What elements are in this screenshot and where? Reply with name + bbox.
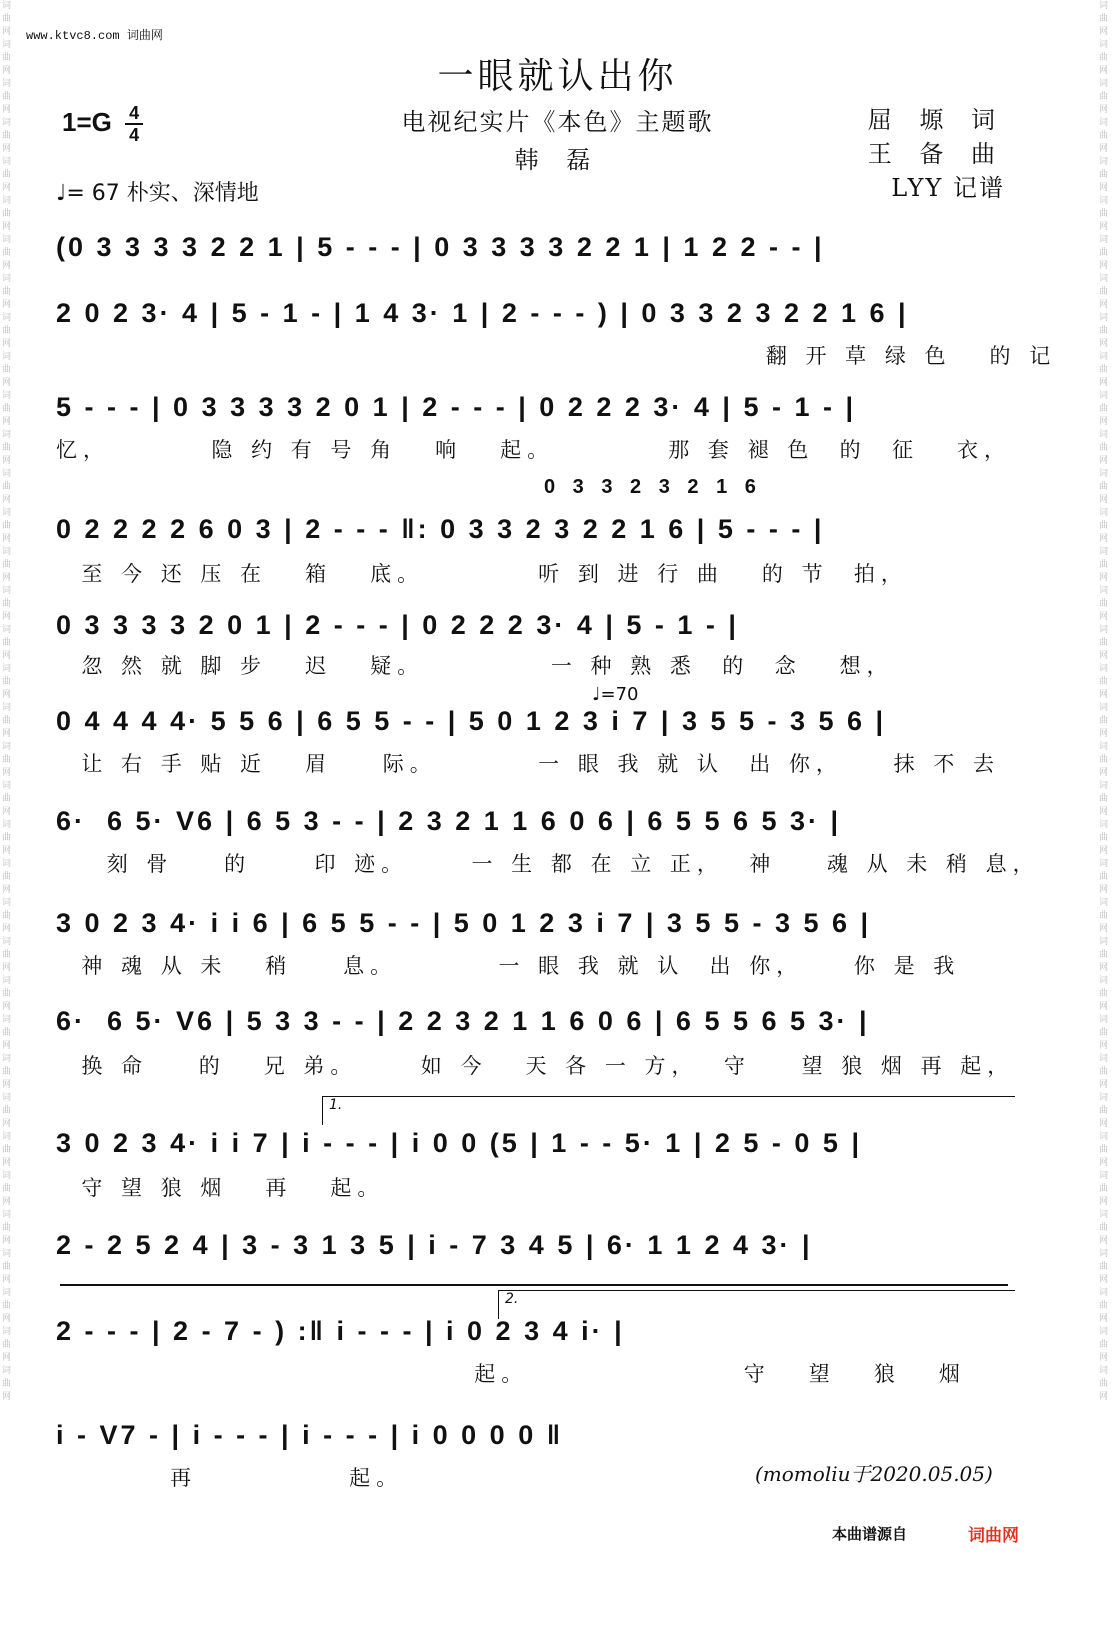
score-line-4: 0 2 2 2 2 6 0 3 | 2 - - - ‖: 0 3 3 2 3 2 2 1 6 | 5 - - - |	[56, 514, 825, 544]
score-line-11: 2 - 2 5 2 4 | 3 - 3 1 3 5 | i - 7 3 4 5 | 6· 1 1 2 4 3· |	[56, 1230, 813, 1260]
lyric-line-4: 至 今 还 压 在 箱 底。 听 到 进 行 曲 的 节 拍，	[56, 562, 908, 586]
lyric-line-7: 刻 骨 的 印 迹。 一 生 都 在 立 正， 神 魂 从 未 稍 息，	[56, 852, 1040, 876]
source-label: 本曲谱源自	[832, 1525, 908, 1543]
lyric-line-13: 再 起。	[56, 1466, 404, 1490]
tempo-change: ♩=70	[592, 684, 639, 705]
time-top: 4	[129, 103, 140, 123]
volta-1: 1.	[322, 1096, 1015, 1125]
tempo-marking: ♩= 67 朴实、深情地	[56, 181, 259, 206]
subtitle: 电视纪实片《本色》主题歌	[401, 108, 714, 136]
transcriber-credit: LYY 记谱	[891, 174, 1005, 202]
lyric-line-3: 忆， 隐 约 有 号 角 响 起。 那 套 褪 色 的 征 衣，	[56, 438, 1011, 462]
site-url: www.ktvc8.com 词曲网	[26, 29, 163, 43]
alternate-notes: 0 3 3 2 3 2 1 6	[544, 476, 762, 498]
source-site-link[interactable]: 词曲网	[968, 1526, 1019, 1546]
transcriber-signature: (momoliu于2020.05.05)	[755, 1462, 993, 1486]
score-line-9: 6· 6 5· V6 | 5 3 3 - - | 2 2 3 2 1 1 6 0 6 | 6 5 5 6 5 3· |	[56, 1006, 870, 1036]
score-line-3: 5 - - - | 0 3 3 3 3 2 0 1 | 2 - - - | 0 2 2 2 3· 4 | 5 - 1 - |	[56, 392, 857, 422]
lyric-line-2: 翻 开 草 绿 色 的 记	[56, 344, 1057, 368]
right-watermark: 词曲网词曲网词曲网词曲网词曲网词曲网词曲网词曲网词曲网词曲网词曲网词曲网词曲网词曲网词曲网词曲网词曲网词曲网词曲网词曲网词曲网词曲网词曲网词曲网词曲网词曲网词曲网词曲网词曲网词曲网词曲网词曲网词曲网词曲网词曲网词曲网	[1099, 1, 1109, 1402]
lyric-line-9: 换 命 的 兄 弟。 如 今 天 各 一 方， 守 望 狼 烟 再 起，	[56, 1054, 1015, 1078]
lyric-line-10: 守 望 狼 烟 再 起。	[56, 1176, 385, 1200]
key-label: 1=G	[62, 106, 112, 137]
system-divider	[60, 1284, 1008, 1286]
score-line-8: 3 0 2 3 4· i i 6 | 6 5 5 - - | 5 0 1 2 3 i 7 | 3 5 5 - 3 5 6 |	[56, 908, 872, 938]
volta-2: 2.	[498, 1290, 1015, 1319]
score-line-7: 6· 6 5· V6 | 6 5 3 - - | 2 3 2 1 1 6 0 6 | 6 5 5 6 5 3· |	[56, 806, 842, 836]
score-line-13: i - V7 - | i - - - | i - - - | i 0 0 0 0 ‖	[56, 1420, 564, 1450]
lyric-line-5: 忽 然 就 脚 步 迟 疑。 一 种 熟 悉 的 念 想，	[56, 654, 894, 678]
score-line-5: 0 3 3 3 3 2 0 1 | 2 - - - | 0 2 2 2 3· 4 | 5 - 1 - |	[56, 610, 739, 640]
score-line-12: 2 - - - | 2 - 7 - ) :‖ i - - - | i 0 2 3 4 i· |	[56, 1316, 625, 1346]
lyricist-credit: 屈 塬 词	[867, 106, 1005, 134]
composer-credit: 王 备 曲	[867, 140, 1005, 168]
song-title: 一眼就认出你	[437, 56, 678, 97]
left-watermark: 词曲网词曲网词曲网词曲网词曲网词曲网词曲网词曲网词曲网词曲网词曲网词曲网词曲网词曲网词曲网词曲网词曲网词曲网词曲网词曲网词曲网词曲网词曲网词曲网词曲网词曲网词曲网词曲网词曲网词曲网词曲网词曲网词曲网词曲网词曲网词曲网	[2, 1, 12, 1402]
score-line-6: 0 4 4 4 4· 5 5 6 | 6 5 5 - - | 5 0 1 2 3 i 7 | 3 5 5 - 3 5 6 |	[56, 706, 887, 736]
lyric-line-12: 起。 守 望 狼 烟	[56, 1362, 966, 1386]
singer: 韩 磊	[514, 146, 601, 174]
score-line-10: 3 0 2 3 4· i i 7 | i - - - | i 0 0 (5 | 1 - - 5· 1 | 2 5 - 0 5 |	[56, 1128, 862, 1158]
score-line-1: (0 3 3 3 3 2 2 1 | 5 - - - | 0 3 3 3 3 2 2 1 | 1 2 2 - - |	[56, 232, 825, 262]
lyric-line-6: 让 右 手 贴 近 眉 际。 一 眼 我 就 认 出 你， 抹 不 去	[56, 752, 1000, 776]
lyric-line-8: 神 魂 从 未 稍 息。 一 眼 我 就 认 出 你， 你 是 我	[56, 954, 961, 978]
score-line-2: 2 0 2 3· 4 | 5 - 1 - | 1 4 3· 1 | 2 - - - ) | 0 3 3 2 3 2 2 1 6 |	[56, 298, 909, 328]
time-bottom: 4	[129, 125, 140, 145]
